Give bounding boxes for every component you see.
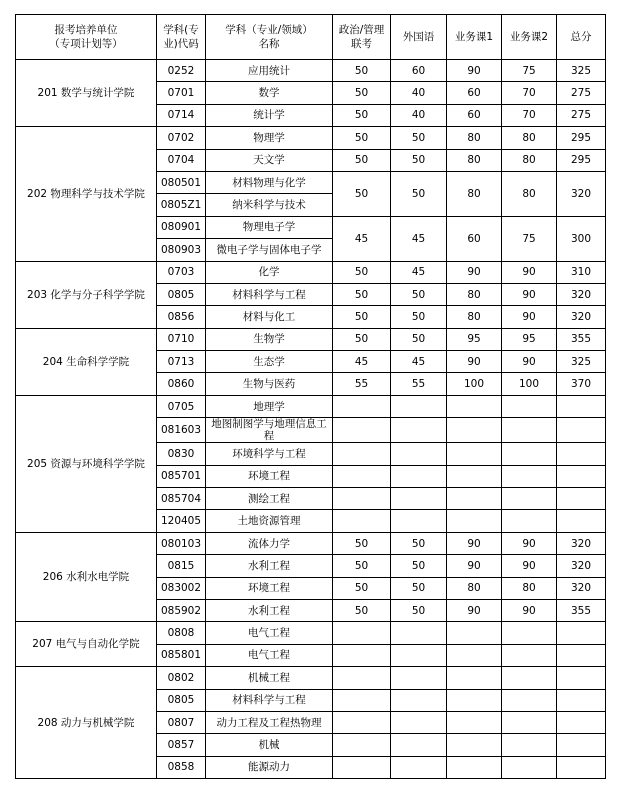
subject-name: 地理学 [206, 395, 333, 417]
score-politics [333, 756, 391, 778]
score-course2: 75 [502, 60, 557, 82]
score-politics [333, 488, 391, 510]
subject-name: 环境科学与工程 [206, 443, 333, 465]
score-course1: 80 [447, 306, 502, 328]
score-course1: 80 [447, 149, 502, 171]
score-course2 [502, 465, 557, 487]
subject-code: 0805Z1 [157, 194, 206, 216]
score-total: 320 [557, 171, 606, 216]
score-politics: 50 [333, 532, 391, 554]
score-foreign: 50 [391, 532, 447, 554]
subject-code: 080901 [157, 216, 206, 238]
score-foreign: 55 [391, 373, 447, 395]
subject-name: 微电子学与固体电子学 [206, 239, 333, 261]
subject-name: 电气工程 [206, 622, 333, 644]
score-course1: 90 [447, 261, 502, 283]
score-foreign: 45 [391, 351, 447, 373]
score-total: 320 [557, 577, 606, 599]
score-total: 355 [557, 328, 606, 350]
score-course1: 80 [447, 171, 502, 216]
score-politics: 50 [333, 555, 391, 577]
score-course1: 60 [447, 82, 502, 104]
header-name-line1: 学科（专业/领域） [225, 24, 313, 36]
header-code [157, 15, 206, 60]
score-politics: 50 [333, 261, 391, 283]
score-course2 [502, 443, 557, 465]
score-politics: 50 [333, 599, 391, 621]
subject-name: 天文学 [206, 149, 333, 171]
subject-name: 流体力学 [206, 532, 333, 554]
score-foreign: 50 [391, 283, 447, 305]
subject-name: 机械 [206, 734, 333, 756]
score-course2: 80 [502, 127, 557, 149]
subject-code: 085701 [157, 465, 206, 487]
score-total [557, 734, 606, 756]
score-foreign: 50 [391, 328, 447, 350]
subject-code: 085801 [157, 644, 206, 666]
score-total [557, 711, 606, 733]
header-politics-line2: 联考 [351, 38, 372, 50]
score-foreign [391, 667, 447, 689]
score-politics [333, 395, 391, 417]
table-header [16, 15, 606, 60]
subject-name: 物理学 [206, 127, 333, 149]
score-course2: 90 [502, 351, 557, 373]
score-foreign: 40 [391, 82, 447, 104]
header-total: 总分 [557, 15, 606, 60]
subject-name: 材料科学与工程 [206, 689, 333, 711]
score-course1: 80 [447, 127, 502, 149]
score-total: 275 [557, 104, 606, 126]
table-row [16, 622, 606, 644]
header-unit-line2: （专项计划等） [49, 38, 123, 50]
unit-name: 202 物理科学与技术学院 [16, 127, 157, 261]
score-course2: 90 [502, 532, 557, 554]
score-politics [333, 667, 391, 689]
score-politics: 45 [333, 216, 391, 261]
score-course2: 100 [502, 373, 557, 395]
score-foreign: 50 [391, 577, 447, 599]
score-politics: 50 [333, 149, 391, 171]
score-total [557, 667, 606, 689]
subject-name: 数学 [206, 82, 333, 104]
score-total [557, 756, 606, 778]
score-course2: 90 [502, 599, 557, 621]
score-total: 325 [557, 60, 606, 82]
subject-code: 085902 [157, 599, 206, 621]
score-course1 [447, 667, 502, 689]
score-politics [333, 734, 391, 756]
table-row [16, 261, 606, 283]
score-foreign [391, 622, 447, 644]
subject-code: 0701 [157, 82, 206, 104]
score-course2 [502, 689, 557, 711]
score-total [557, 443, 606, 465]
score-total [557, 418, 606, 443]
score-course2: 75 [502, 216, 557, 261]
score-total [557, 622, 606, 644]
unit-name: 207 电气与自动化学院 [16, 622, 157, 667]
score-course1: 90 [447, 599, 502, 621]
score-total: 295 [557, 149, 606, 171]
subject-name: 应用统计 [206, 60, 333, 82]
score-foreign [391, 443, 447, 465]
score-foreign: 40 [391, 104, 447, 126]
subject-name: 生态学 [206, 351, 333, 373]
subject-code: 0705 [157, 395, 206, 417]
score-course2: 70 [502, 82, 557, 104]
subject-code: 0710 [157, 328, 206, 350]
header-code-line1: 学科(专 [163, 24, 199, 36]
score-course1 [447, 418, 502, 443]
score-foreign [391, 395, 447, 417]
score-politics [333, 465, 391, 487]
score-total: 355 [557, 599, 606, 621]
score-course1: 80 [447, 577, 502, 599]
subject-code: 0805 [157, 689, 206, 711]
score-course1: 60 [447, 104, 502, 126]
score-foreign [391, 510, 447, 532]
score-course1: 95 [447, 328, 502, 350]
score-course1 [447, 689, 502, 711]
table-body [16, 60, 606, 779]
subject-name: 电气工程 [206, 644, 333, 666]
score-course2 [502, 711, 557, 733]
score-total: 320 [557, 306, 606, 328]
header-course1: 业务课1 [447, 15, 502, 60]
score-total: 320 [557, 283, 606, 305]
unit-name: 204 生命科学学院 [16, 328, 157, 395]
subject-code: 0830 [157, 443, 206, 465]
subject-name: 生物学 [206, 328, 333, 350]
unit-name: 203 化学与分子科学学院 [16, 261, 157, 328]
subject-code: 0702 [157, 127, 206, 149]
header-course2: 业务课2 [502, 15, 557, 60]
subject-name: 环境工程 [206, 577, 333, 599]
score-foreign: 45 [391, 216, 447, 261]
score-foreign [391, 644, 447, 666]
score-politics [333, 443, 391, 465]
unit-name: 206 水利水电学院 [16, 532, 157, 622]
score-course2: 80 [502, 171, 557, 216]
header-name-line2: 名称 [258, 38, 280, 50]
score-course1: 60 [447, 216, 502, 261]
score-course2 [502, 644, 557, 666]
subject-code: 0713 [157, 351, 206, 373]
score-course1 [447, 488, 502, 510]
score-politics [333, 622, 391, 644]
score-foreign [391, 734, 447, 756]
score-course1 [447, 734, 502, 756]
score-course2 [502, 622, 557, 644]
score-foreign [391, 488, 447, 510]
score-course1 [447, 465, 502, 487]
score-total [557, 395, 606, 417]
subject-code: 0860 [157, 373, 206, 395]
score-total: 320 [557, 555, 606, 577]
subject-code: 0703 [157, 261, 206, 283]
score-course1 [447, 756, 502, 778]
score-foreign: 60 [391, 60, 447, 82]
score-course2 [502, 395, 557, 417]
score-course1 [447, 443, 502, 465]
subject-code: 0704 [157, 149, 206, 171]
subject-code: 085704 [157, 488, 206, 510]
score-course2 [502, 667, 557, 689]
score-foreign: 45 [391, 261, 447, 283]
subject-code: 083002 [157, 577, 206, 599]
unit-name: 205 资源与环境科学学院 [16, 395, 157, 532]
score-course1 [447, 644, 502, 666]
header-name [206, 15, 333, 60]
score-politics [333, 711, 391, 733]
score-politics: 50 [333, 82, 391, 104]
subject-name: 能源动力 [206, 756, 333, 778]
score-course2: 90 [502, 555, 557, 577]
subject-code: 0857 [157, 734, 206, 756]
subject-name: 水利工程 [206, 555, 333, 577]
subject-name: 水利工程 [206, 599, 333, 621]
score-foreign: 50 [391, 306, 447, 328]
subject-name: 机械工程 [206, 667, 333, 689]
table-row [16, 60, 606, 82]
score-foreign: 50 [391, 555, 447, 577]
unit-name: 201 数学与统计学院 [16, 60, 157, 127]
score-course1: 90 [447, 555, 502, 577]
subject-name: 土地资源管理 [206, 510, 333, 532]
subject-code: 0802 [157, 667, 206, 689]
subject-name: 生物与医药 [206, 373, 333, 395]
subject-name: 测绘工程 [206, 488, 333, 510]
score-foreign [391, 465, 447, 487]
score-politics: 50 [333, 577, 391, 599]
score-foreign [391, 418, 447, 443]
subject-code: 120405 [157, 510, 206, 532]
subject-code: 0252 [157, 60, 206, 82]
score-politics: 50 [333, 171, 391, 216]
score-course2 [502, 418, 557, 443]
score-course1 [447, 510, 502, 532]
score-total: 300 [557, 216, 606, 261]
score-course1 [447, 711, 502, 733]
subject-name: 材料科学与工程 [206, 283, 333, 305]
score-politics: 55 [333, 373, 391, 395]
score-table-container [15, 14, 606, 779]
score-course2: 70 [502, 104, 557, 126]
score-total [557, 644, 606, 666]
score-course1: 90 [447, 532, 502, 554]
score-total: 275 [557, 82, 606, 104]
score-course2 [502, 488, 557, 510]
header-unit [16, 15, 157, 60]
table-row [16, 532, 606, 554]
score-course2: 95 [502, 328, 557, 350]
header-unit-line1: 报考培养单位 [54, 24, 118, 36]
score-politics [333, 689, 391, 711]
subject-code: 0815 [157, 555, 206, 577]
score-course2 [502, 510, 557, 532]
subject-code: 0714 [157, 104, 206, 126]
score-course2: 80 [502, 149, 557, 171]
score-course1: 90 [447, 60, 502, 82]
subject-code: 0807 [157, 711, 206, 733]
score-politics: 50 [333, 306, 391, 328]
score-course1: 80 [447, 283, 502, 305]
score-total: 325 [557, 351, 606, 373]
subject-code: 0808 [157, 622, 206, 644]
score-course2 [502, 734, 557, 756]
header-foreign: 外国语 [391, 15, 447, 60]
subject-name: 材料与化工 [206, 306, 333, 328]
header-politics-line1: 政治/管理 [338, 24, 385, 36]
score-politics: 50 [333, 104, 391, 126]
score-foreign [391, 689, 447, 711]
score-politics [333, 510, 391, 532]
score-politics: 50 [333, 127, 391, 149]
subject-name: 统计学 [206, 104, 333, 126]
subject-code: 0856 [157, 306, 206, 328]
header-row [16, 15, 606, 60]
score-course1: 90 [447, 351, 502, 373]
score-course2: 80 [502, 577, 557, 599]
score-course2: 90 [502, 261, 557, 283]
table-row [16, 667, 606, 689]
score-course1 [447, 395, 502, 417]
score-total: 370 [557, 373, 606, 395]
subject-code: 080103 [157, 532, 206, 554]
score-course1: 100 [447, 373, 502, 395]
score-total: 295 [557, 127, 606, 149]
subject-code: 0858 [157, 756, 206, 778]
score-foreign: 50 [391, 599, 447, 621]
score-foreign [391, 711, 447, 733]
score-foreign: 50 [391, 149, 447, 171]
score-total [557, 510, 606, 532]
subject-name: 地图制图学与地理信息工程 [206, 418, 333, 443]
score-politics: 50 [333, 283, 391, 305]
score-politics: 45 [333, 351, 391, 373]
score-course1 [447, 622, 502, 644]
score-politics: 50 [333, 328, 391, 350]
score-foreign: 50 [391, 127, 447, 149]
subject-name: 动力工程及工程热物理 [206, 711, 333, 733]
subject-name: 环境工程 [206, 465, 333, 487]
unit-name: 208 动力与机械学院 [16, 667, 157, 779]
score-foreign [391, 756, 447, 778]
score-table [15, 14, 606, 779]
subject-name: 化学 [206, 261, 333, 283]
subject-code: 080501 [157, 171, 206, 193]
subject-code: 0805 [157, 283, 206, 305]
subject-name: 物理电子学 [206, 216, 333, 238]
score-politics: 50 [333, 60, 391, 82]
score-total [557, 689, 606, 711]
score-politics [333, 418, 391, 443]
subject-code: 080903 [157, 239, 206, 261]
score-total: 310 [557, 261, 606, 283]
score-politics [333, 644, 391, 666]
subject-code: 081603 [157, 418, 206, 443]
score-total: 320 [557, 532, 606, 554]
score-course2: 90 [502, 306, 557, 328]
subject-name: 材料物理与化学 [206, 171, 333, 193]
table-row [16, 328, 606, 350]
score-total [557, 465, 606, 487]
score-course2 [502, 756, 557, 778]
table-row [16, 127, 606, 149]
score-foreign: 50 [391, 171, 447, 216]
score-course2: 90 [502, 283, 557, 305]
subject-name: 纳米科学与技术 [206, 194, 333, 216]
header-code-line2: 业)代码 [163, 38, 199, 50]
score-total [557, 488, 606, 510]
table-row [16, 395, 606, 417]
header-politics [333, 15, 391, 60]
